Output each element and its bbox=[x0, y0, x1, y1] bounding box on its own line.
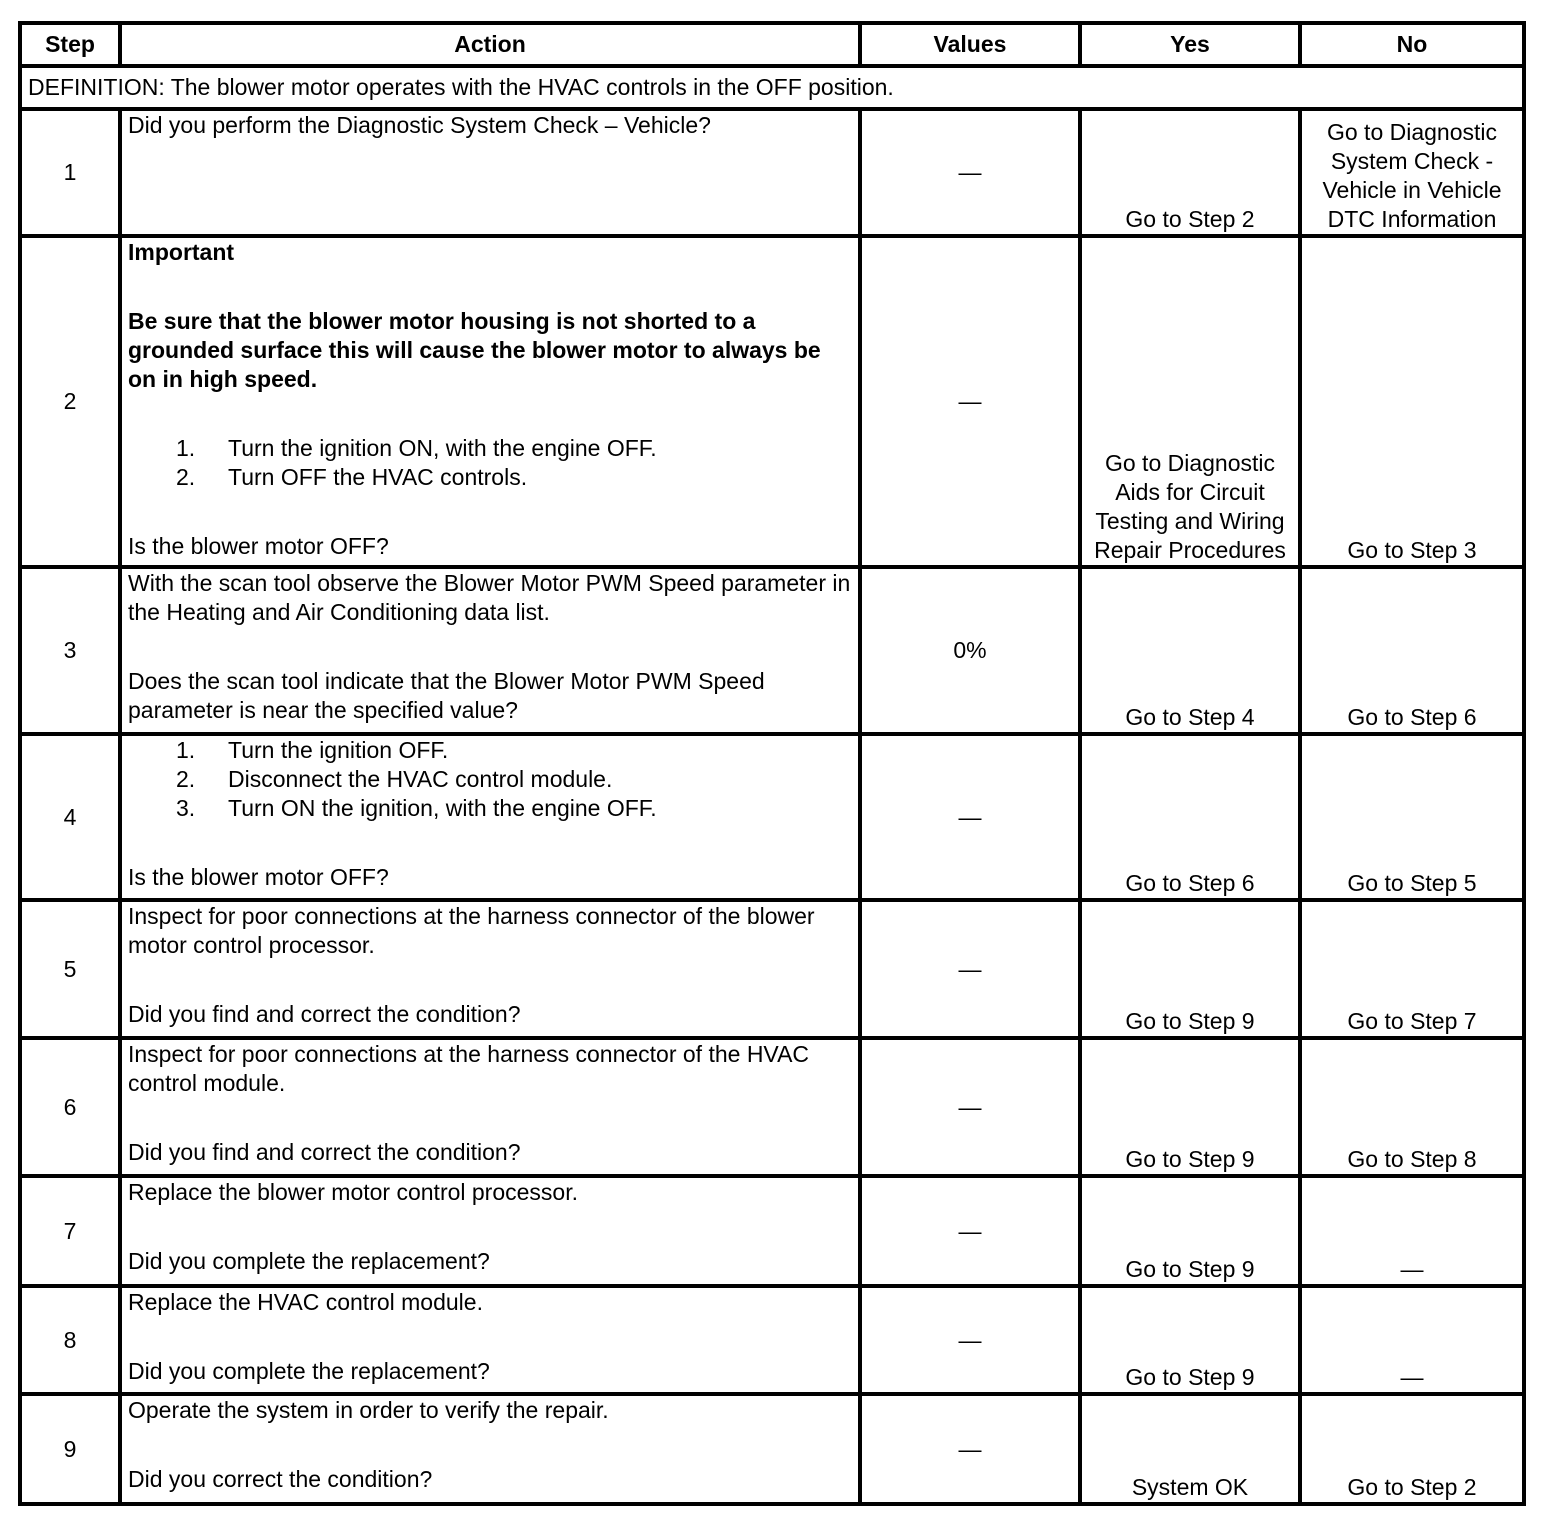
yes-cell: Go to Step 9 bbox=[1080, 1286, 1300, 1394]
step-number: 9 bbox=[20, 1394, 120, 1504]
value-cell: — bbox=[860, 109, 1080, 236]
value-cell: — bbox=[860, 1176, 1080, 1286]
no-cell: Go to Step 3 bbox=[1300, 236, 1524, 567]
yes-cell: Go to Step 9 bbox=[1080, 900, 1300, 1038]
action-question: Is the blower motor OFF? bbox=[128, 533, 389, 559]
list-item: 1. Turn the ignition ON, with the engine OFF. bbox=[176, 435, 657, 461]
header-action: Action bbox=[120, 23, 860, 66]
table-row bbox=[20, 236, 1524, 567]
substep-list bbox=[128, 434, 852, 492]
action-question: Did you complete the replacement? bbox=[128, 1248, 490, 1274]
no-cell: Go to Diagnostic System Check - Vehicle in Vehicle DTC Information bbox=[1300, 109, 1524, 236]
table-row bbox=[20, 1038, 1524, 1176]
list-item: 2. Disconnect the HVAC control module. bbox=[176, 766, 613, 792]
no-cell: Go to Step 6 bbox=[1300, 567, 1524, 734]
action-question: Did you find and correct the condition? bbox=[128, 1139, 521, 1165]
header-no: No bbox=[1300, 23, 1524, 66]
action-text: Operate the system in order to verify the repair. bbox=[128, 1397, 609, 1423]
table-row bbox=[20, 109, 1524, 236]
action-question: Is the blower motor OFF? bbox=[128, 864, 389, 890]
action-cell bbox=[120, 900, 860, 1038]
table-row bbox=[20, 1394, 1524, 1504]
step-number: 8 bbox=[20, 1286, 120, 1394]
yes-cell: Go to Step 9 bbox=[1080, 1038, 1300, 1176]
no-cell: Go to Step 7 bbox=[1300, 900, 1524, 1038]
yes-cell: Go to Diagnostic Aids for Circuit Testing and Wiring Repair Procedures bbox=[1080, 236, 1300, 567]
header-values: Values bbox=[860, 23, 1080, 66]
action-cell bbox=[120, 109, 860, 236]
action-question: Did you correct the condition? bbox=[128, 1466, 433, 1492]
yes-cell: Go to Step 4 bbox=[1080, 567, 1300, 734]
step-number: 1 bbox=[20, 109, 120, 236]
action-cell bbox=[120, 1286, 860, 1394]
header-row bbox=[20, 23, 1524, 66]
step-number: 5 bbox=[20, 900, 120, 1038]
table-row bbox=[20, 567, 1524, 734]
step-number: 3 bbox=[20, 567, 120, 734]
value-cell: — bbox=[860, 900, 1080, 1038]
yes-cell: Go to Step 9 bbox=[1080, 1176, 1300, 1286]
action-text: Inspect for poor connections at the harness connector of the HVAC control module. bbox=[128, 1041, 810, 1096]
yes-cell: Go to Step 6 bbox=[1080, 734, 1300, 900]
substep-list bbox=[128, 736, 852, 823]
action-text: Replace the blower motor control processor. bbox=[128, 1179, 578, 1205]
no-cell: Go to Step 2 bbox=[1300, 1394, 1524, 1504]
value-cell: — bbox=[860, 236, 1080, 567]
action-question: Did you find and correct the condition? bbox=[128, 1001, 521, 1027]
value-cell: — bbox=[860, 1394, 1080, 1504]
action-cell bbox=[120, 734, 860, 900]
no-cell: — bbox=[1300, 1176, 1524, 1286]
action-cell bbox=[120, 1038, 860, 1176]
action-cell bbox=[120, 1394, 860, 1504]
list-item: 2. Turn OFF the HVAC controls. bbox=[176, 464, 528, 490]
value-cell: — bbox=[860, 1038, 1080, 1176]
table-row bbox=[20, 1286, 1524, 1394]
step-number: 6 bbox=[20, 1038, 120, 1176]
action-text: With the scan tool observe the Blower Motor PWM Speed parameter in the Heating and Air Conditioning data list. bbox=[128, 570, 851, 625]
diagnostic-table bbox=[18, 21, 1526, 1506]
action-cell bbox=[120, 567, 860, 734]
important-title: Important bbox=[128, 239, 235, 265]
no-cell: Go to Step 5 bbox=[1300, 734, 1524, 900]
step-number: 4 bbox=[20, 734, 120, 900]
value-cell: — bbox=[860, 734, 1080, 900]
value-cell: 0% bbox=[860, 567, 1080, 734]
definition-row bbox=[20, 66, 1524, 109]
no-cell: Go to Step 8 bbox=[1300, 1038, 1524, 1176]
list-item: 3. Turn ON the ignition, with the engine OFF. bbox=[176, 795, 657, 821]
action-text: Did you perform the Diagnostic System Check – Vehicle? bbox=[128, 112, 711, 138]
no-cell: — bbox=[1300, 1286, 1524, 1394]
action-cell bbox=[120, 1176, 860, 1286]
table-row bbox=[20, 900, 1524, 1038]
list-item: 1. Turn the ignition OFF. bbox=[176, 737, 449, 763]
step-number: 2 bbox=[20, 236, 120, 567]
value-cell: — bbox=[860, 1286, 1080, 1394]
action-question: Did you complete the replacement? bbox=[128, 1358, 490, 1384]
action-question: Does the scan tool indicate that the Blower Motor PWM Speed parameter is near the specified value? bbox=[128, 668, 765, 723]
yes-cell: Go to Step 2 bbox=[1080, 109, 1300, 236]
table-row bbox=[20, 734, 1524, 900]
step-number: 7 bbox=[20, 1176, 120, 1286]
action-text: Replace the HVAC control module. bbox=[128, 1289, 483, 1315]
important-text: Be sure that the blower motor housing is not shorted to a grounded surface this will cause the blower motor to always be on in high speed. bbox=[128, 308, 821, 392]
action-cell bbox=[120, 236, 860, 567]
table-row bbox=[20, 1176, 1524, 1286]
header-yes: Yes bbox=[1080, 23, 1300, 66]
action-text: Inspect for poor connections at the harness connector of the blower motor control processor. bbox=[128, 903, 815, 958]
yes-cell: System OK bbox=[1080, 1394, 1300, 1504]
header-step: Step bbox=[20, 23, 120, 66]
definition-text: DEFINITION: The blower motor operates with the HVAC controls in the OFF position. bbox=[20, 66, 1524, 109]
